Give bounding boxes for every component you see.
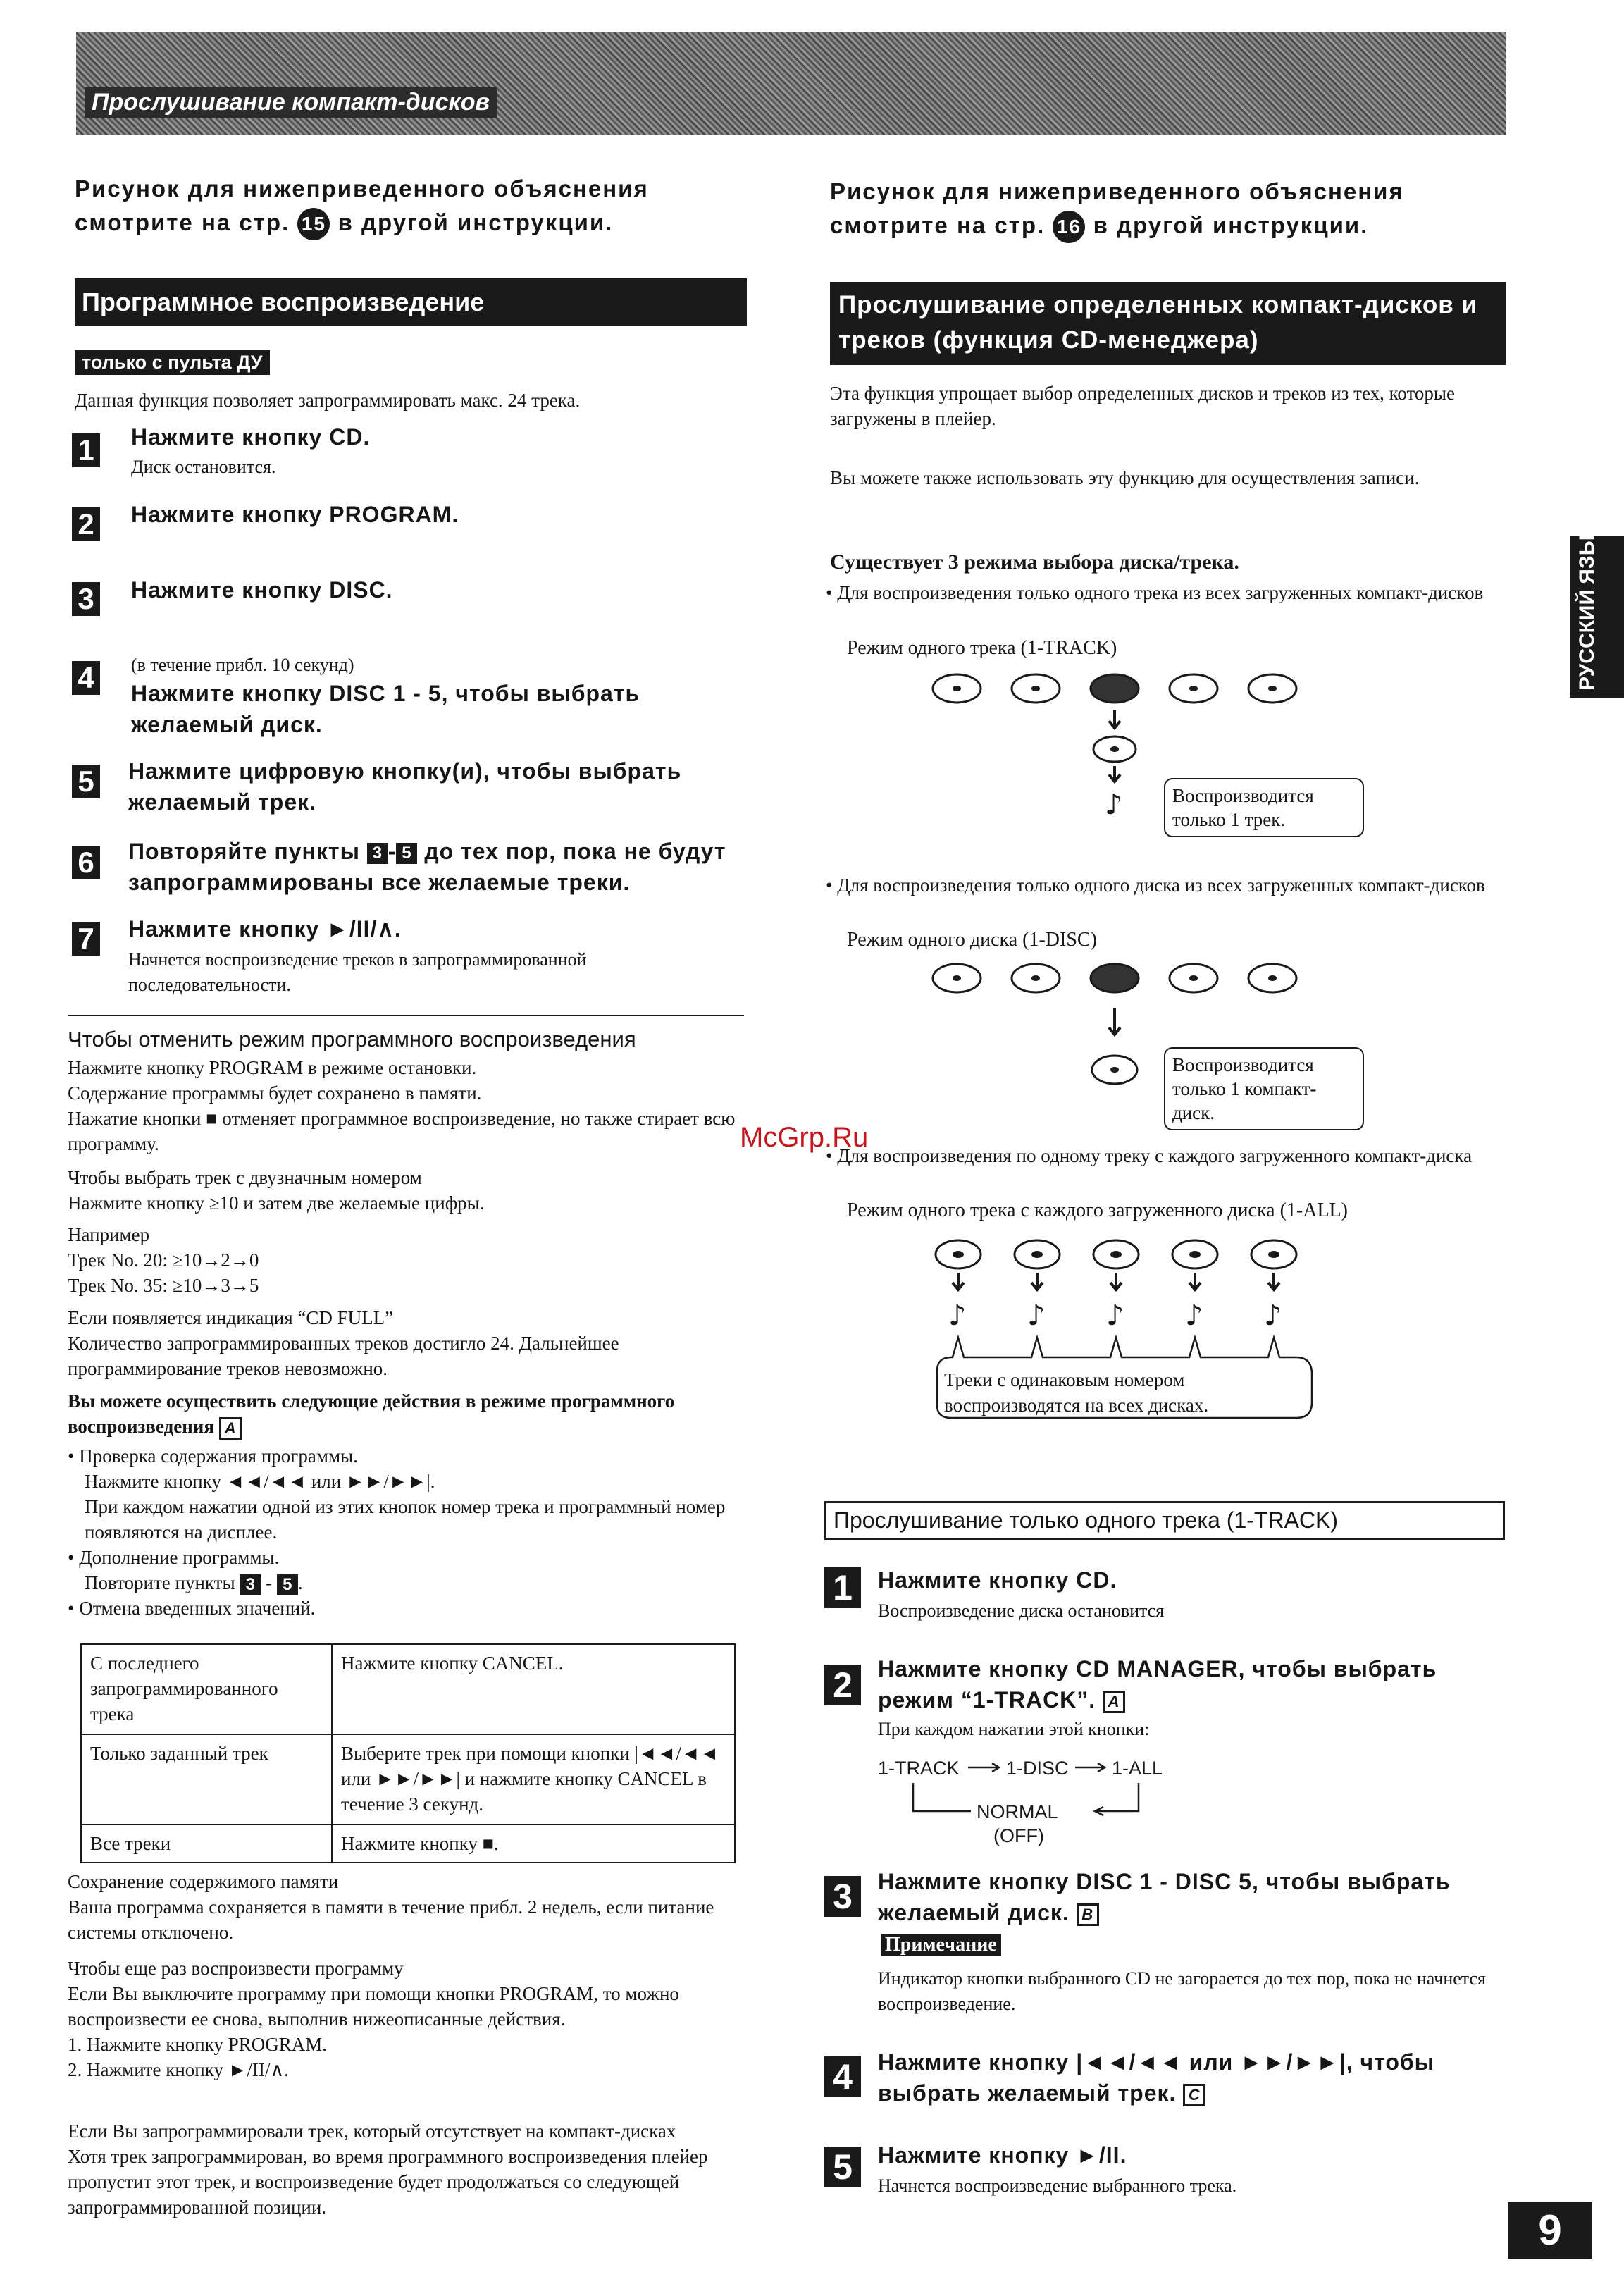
- step-number: 3: [824, 1876, 861, 1917]
- mode1-bubble: Воспроизводится только 1 трек.: [1164, 778, 1364, 837]
- right-intro-text: Рисунок для нижеприведенного объяснения смотрите на стр.: [830, 178, 1404, 238]
- disc-icon: [1091, 964, 1139, 992]
- music-note-icon: ♪: [1185, 1300, 1203, 1332]
- step-number: 3: [72, 582, 100, 616]
- example-line: Трек No. 20: ≥10→2→0: [68, 1249, 259, 1271]
- step-title: Нажмите кнопку ►/II.: [878, 2142, 1127, 2168]
- arrow-down-icon: [1268, 1273, 1279, 1290]
- figure-ref: A: [219, 1417, 242, 1440]
- mode-cycle-diagram: [878, 1753, 1244, 1852]
- repeat-text: Повторите пункты: [85, 1572, 235, 1593]
- left-intro: [75, 172, 751, 240]
- example-section: [68, 1222, 748, 1298]
- arrow-down-icon: [1109, 766, 1120, 782]
- step-number: 4: [72, 661, 100, 695]
- modes-head: Существует 3 режима выбора диска/трека.: [830, 550, 1239, 574]
- cancel-table: [80, 1643, 736, 1863]
- cycle-label: (OFF): [993, 1825, 1044, 1846]
- cd-manager-lead1: Эта функция упрощает выбор определенных дисков и треков из тех, которые загружены в плейер.: [830, 383, 1456, 429]
- music-note-icon: ♪: [948, 1300, 967, 1332]
- music-note-icon: ♪: [1106, 1300, 1124, 1332]
- step-title: [128, 836, 751, 898]
- again-step: 2. Нажмите кнопку ►/II/∧.: [68, 2059, 289, 2080]
- page-number: 9: [1508, 2202, 1592, 2259]
- again-text: Если Вы выключите программу при помощи кнопки PROGRAM, то можно воспроизвести ее снова, выполнив нижеописанные действия.: [68, 1983, 679, 2030]
- step-sub: Воспроизведение диска остановится: [878, 1600, 1165, 1621]
- arrow-down-icon: [1109, 1008, 1120, 1035]
- missing-section: [68, 2118, 748, 2220]
- cancel-line: Нажмите кнопку PROGRAM в режиме остановки.: [68, 1057, 477, 1078]
- step-sub: При каждом нажатии этой кнопки:: [878, 1719, 1150, 1739]
- action-detail: Нажмите кнопку ◄◄/◄◄ или ►►/►►|.: [85, 1471, 435, 1492]
- step-title: Нажмите кнопку DISC 1 - 5, чтобы выбрать желаемый диск.: [131, 681, 640, 737]
- step-title: Нажмите цифровую кнопку(и), чтобы выбрать желаемый трек.: [128, 758, 682, 815]
- cancel-head: Чтобы отменить режим программного воспроизведения: [68, 1027, 636, 1051]
- step-number: 7: [72, 922, 100, 956]
- return-line: [913, 1783, 971, 1811]
- step-title: Нажмите кнопку CD.: [878, 1567, 1117, 1593]
- step-number: 5: [824, 2147, 861, 2187]
- missing-head: Если Вы запрограммировали трек, который отсутствует на компакт-дисках: [68, 2121, 676, 2142]
- step6-text-a: Повторяйте пункты: [128, 839, 360, 864]
- step-title: Нажмите кнопку PROGRAM.: [131, 502, 459, 527]
- mode3-desc: • Для воспроизведения по одному треку с каждого загруженного компакт-диска: [826, 1145, 1473, 1166]
- table-cell: С последнего запрограммированного трека: [81, 1644, 332, 1734]
- full-head: Если появляется индикация “CD FULL”: [68, 1307, 394, 1328]
- twodigit-section: [68, 1165, 748, 1216]
- step-title-text: Нажмите кнопку |◄◄/◄◄ или ►►/►►|, чтобы выбрать желаемый трек.: [878, 2049, 1434, 2106]
- step-title-text: Нажмите кнопку CD MANAGER, чтобы выбрать режим “1-TRACK”.: [878, 1656, 1437, 1712]
- step-title: [878, 2047, 1498, 2109]
- action-item: • Отмена введенных значений.: [68, 1598, 316, 1619]
- step-title: [878, 1866, 1498, 1928]
- twodigit-text: Нажмите кнопку ≥10 и затем две желаемые цифры.: [68, 1192, 485, 1214]
- table-row: [81, 1825, 735, 1863]
- step-ref: 5: [396, 843, 417, 864]
- step-number: 2: [824, 1665, 861, 1705]
- table-row: [81, 1644, 735, 1734]
- step-title: Нажмите кнопку DISC.: [131, 577, 393, 603]
- disc-icon: [1091, 674, 1139, 703]
- cancel-line: Нажатие кнопки ■ отменяет программное воспроизведение, но также стирает всю программу.: [68, 1108, 736, 1154]
- actions-head: [68, 1388, 748, 1440]
- cancel-text: [68, 1055, 748, 1156]
- mode3-name: Режим одного трека с каждого загруженного диска (1-ALL): [847, 1199, 1348, 1221]
- step-title: Нажмите кнопку ►/II/∧.: [128, 916, 402, 942]
- step6-text-b: до тех пор, пока не будут запрограммированы все желаемые треки.: [128, 839, 726, 895]
- actions-head-text: Вы можете осуществить следующие действия в режиме программного воспроизведения: [68, 1390, 675, 1437]
- left-intro-text: Рисунок для нижеприведенного объяснения смотрите на стр.: [75, 175, 649, 235]
- note-tag: Примечание: [881, 1934, 1001, 1956]
- arrow-down-icon: [1109, 710, 1120, 728]
- table-cell: Только заданный трек: [81, 1734, 332, 1825]
- example-line: Трек No. 35: ≥10→3→5: [68, 1275, 259, 1296]
- step6-dash: -: [388, 839, 397, 864]
- arrow-down-icon: [1031, 1273, 1043, 1290]
- left-intro-suffix: в другой инструкции.: [337, 209, 614, 235]
- step-number: 4: [824, 2056, 861, 2097]
- step-ref: 5: [277, 1574, 298, 1595]
- table-row: [81, 1734, 735, 1825]
- language-tab-label: РУССКИЙ ЯЗЫК: [1575, 521, 1599, 691]
- music-note-icon: ♪: [1027, 1300, 1046, 1332]
- step-title-text: Нажмите кнопку DISC 1 - DISC 5, чтобы выбрать желаемый диск.: [878, 1869, 1451, 1925]
- language-tab: [1570, 521, 1624, 698]
- right-intro-suffix: в другой инструкции.: [1093, 212, 1369, 238]
- program-section-title: Программное воспроизведение: [75, 278, 747, 326]
- action-item: • Проверка содержания программы.: [68, 1445, 358, 1467]
- cd-manager-lead2: Вы можете также использовать эту функцию для осуществления записи.: [830, 467, 1420, 488]
- step-number: 1: [72, 433, 100, 467]
- action-detail: При каждом нажатии одной из этих кнопок номер трека и программный номер появляются на дисплее.: [85, 1496, 726, 1543]
- cycle-label: 1-ALL: [1112, 1758, 1163, 1779]
- cycle-label: NORMAL: [977, 1801, 1058, 1822]
- left-page-ref: 15: [297, 208, 330, 240]
- arrow-right-icon: [968, 1763, 999, 1772]
- arrow-down-icon: [1110, 1273, 1122, 1290]
- arrow-left-icon: [1095, 1783, 1139, 1815]
- step-pre: (в течение прибл. 10 секунд): [131, 655, 354, 675]
- arrow-right-icon: [1075, 1763, 1105, 1772]
- cd-manager-section-title: Прослушивание определенных компакт-дисков и треков (функция CD-менеджера): [830, 282, 1506, 365]
- table-cell: Нажмите кнопку ■.: [332, 1825, 735, 1863]
- step-number: 1: [824, 1567, 861, 1608]
- actions-list: [68, 1443, 748, 1621]
- mode2-desc: • Для воспроизведения только одного диска из всех загруженных компакт-дисков: [826, 875, 1485, 896]
- table-cell: Нажмите кнопку CANCEL.: [332, 1644, 735, 1734]
- mode3-bubble: Треки с одинаковым номером воспроизводятся на всех дисках.: [944, 1369, 1209, 1416]
- full-text: Количество запрограммированных треков достигло 24. Дальнейшее программирование треков невозможно.: [68, 1333, 619, 1379]
- program-lead: Данная функция позволяет запрограммировать макс. 24 трека.: [75, 390, 581, 411]
- mode2-name: Режим одного диска (1-DISC): [847, 929, 1097, 951]
- table-cell: Все треки: [81, 1825, 332, 1863]
- step-ref: 3: [240, 1574, 261, 1595]
- step-sub: Индикатор кнопки выбранного CD не загорается до тех пор, пока не начнется воспроизведение.: [878, 1968, 1486, 2014]
- arrow-down-icon: [953, 1273, 964, 1290]
- step-number: 2: [72, 507, 100, 541]
- mode1-desc: • Для воспроизведения только одного трека из всех загруженных компакт-дисков: [826, 582, 1484, 603]
- memory-head: Сохранение содержимого памяти: [68, 1871, 339, 1892]
- arrow-down-icon: [1189, 1273, 1201, 1290]
- again-section: [68, 1956, 748, 2082]
- music-note-icon: ♪: [1264, 1300, 1282, 1332]
- right-intro: [830, 175, 1506, 243]
- step-sub: Диск остановится.: [131, 457, 276, 477]
- memory-text: Ваша программа сохраняется в памяти в течение прибл. 2 недель, если питание системы отключено.: [68, 1896, 714, 1943]
- header-banner: [76, 32, 1506, 135]
- table-cell: Выберите трек при помощи кнопки |◄◄/◄◄ или ►►/►►| и нажмите кнопку CANCEL в течение 3 секунд.: [332, 1734, 735, 1825]
- step-title: [878, 1653, 1498, 1715]
- step-title: Нажмите кнопку CD.: [131, 424, 371, 450]
- music-note-icon: ♪: [1105, 789, 1123, 821]
- again-head: Чтобы еще раз воспроизвести программу: [68, 1958, 404, 1979]
- watermark: McGrp.Ru: [740, 1122, 869, 1153]
- step-sub: Начнется воспроизведение треков в запрограммированной последовательности.: [128, 949, 587, 995]
- action-detail: Повторите пункты 3 - 5 .: [85, 1572, 303, 1594]
- action-item: • Дополнение программы.: [68, 1547, 280, 1568]
- again-step: 1. Нажмите кнопку PROGRAM.: [68, 2034, 327, 2055]
- step-number: 6: [72, 846, 100, 879]
- example-head: Например: [68, 1224, 150, 1245]
- figure-ref: C: [1183, 2084, 1205, 2106]
- full-section: [68, 1305, 748, 1381]
- figure-ref: B: [1077, 1903, 1099, 1926]
- twodigit-head: Чтобы выбрать трек с двузначным номером: [68, 1167, 422, 1188]
- figure-ref: A: [1103, 1691, 1125, 1713]
- step-sub: Начнется воспроизведение выбранного трека.: [878, 2175, 1237, 2196]
- memory-section: [68, 1869, 748, 1945]
- missing-text: Хотя трек запрограммирован, во время программного воспроизведения плейер пропустит этот трек, и воспроизведение будет продолжаться со следующей запрограммированной позиции.: [68, 2146, 708, 2218]
- page-title: Прослушивание компакт-дисков: [85, 87, 497, 118]
- step-ref: 3: [367, 843, 388, 864]
- right-page-ref: 16: [1053, 211, 1085, 243]
- mode2-bubble: Воспроизводится только 1 компакт-диск.: [1164, 1047, 1364, 1130]
- cycle-label: 1-TRACK: [878, 1758, 960, 1779]
- remote-only-tag: только с пульта ДУ: [75, 350, 270, 375]
- mode1-name: Режим одного трека (1-TRACK): [847, 637, 1117, 659]
- cycle-label: 1-DISC: [1006, 1758, 1069, 1779]
- divider: [68, 1015, 744, 1016]
- step-number: 5: [72, 765, 100, 798]
- one-track-head: Прослушивание только одного трека (1-TRACK): [824, 1501, 1505, 1540]
- cancel-line: Содержание программы будет сохранено в памяти.: [68, 1082, 482, 1104]
